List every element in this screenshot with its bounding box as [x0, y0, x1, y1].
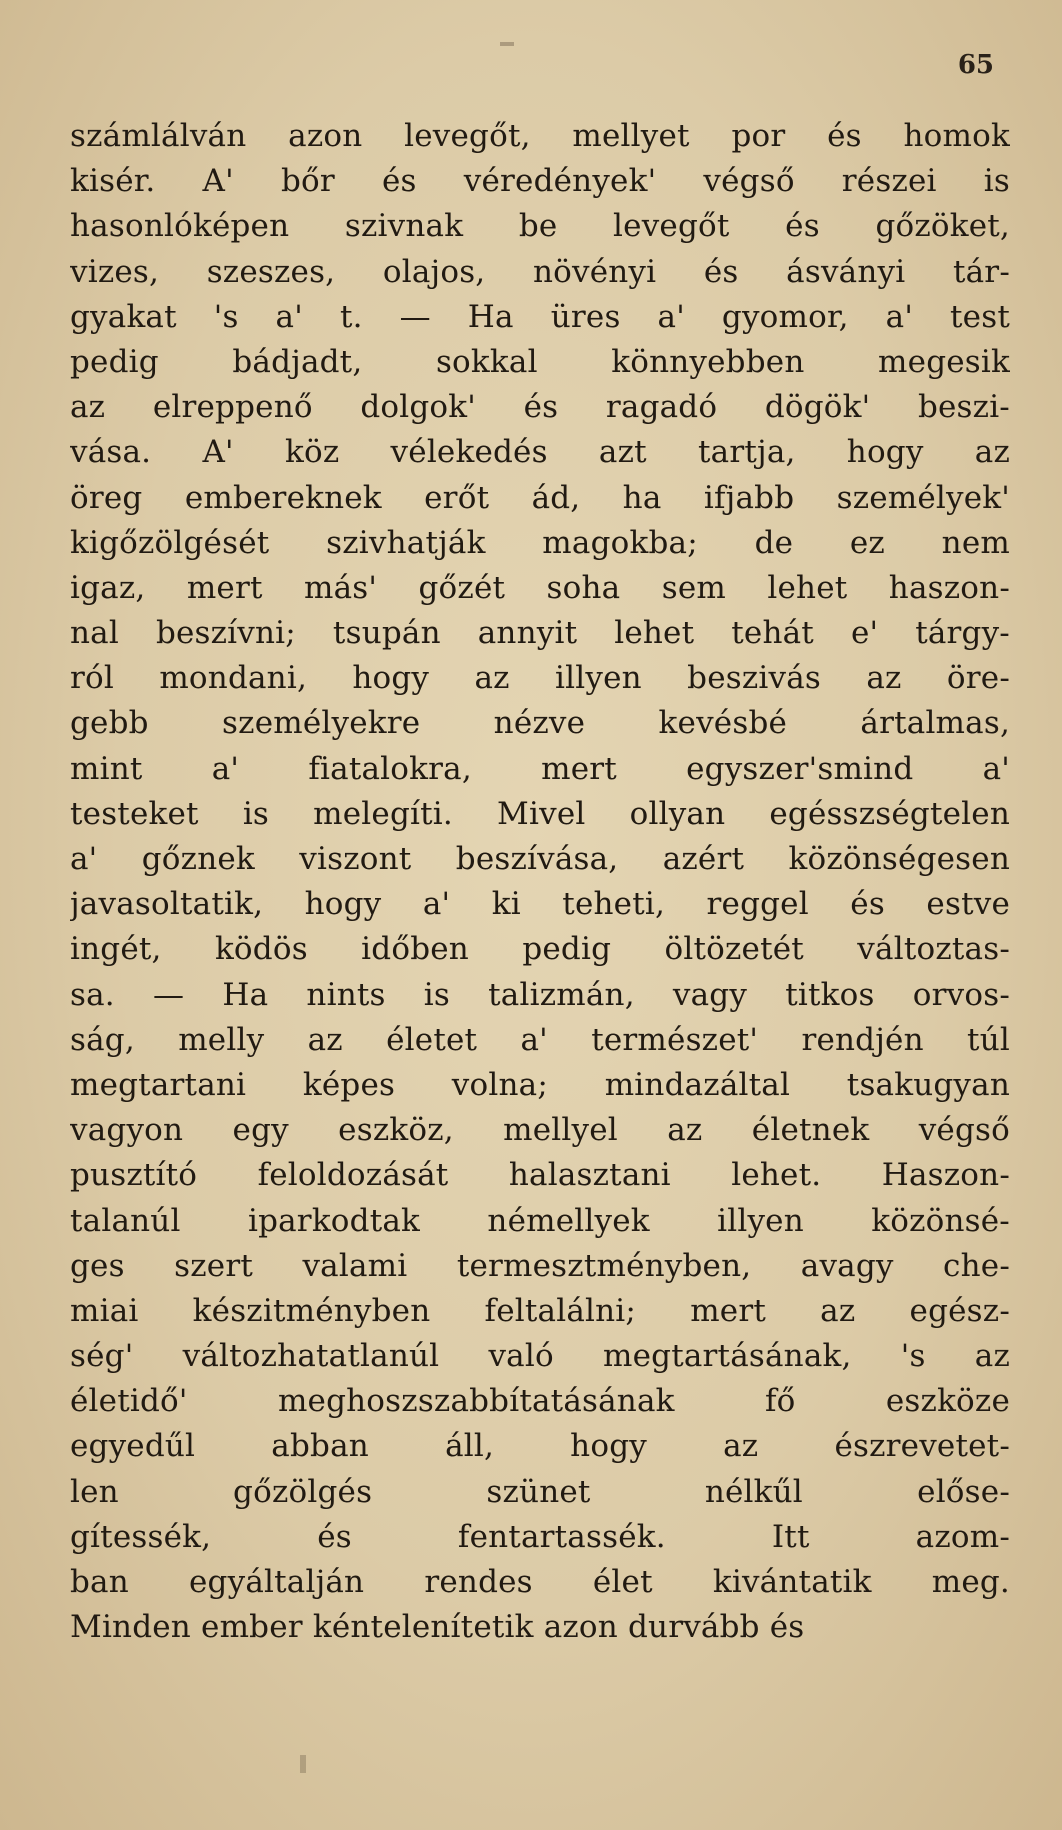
text-line: gyakat 's a' t. — Ha üres a' gyomor, a' test — [70, 298, 1010, 335]
text-line: kisér. A' bőr és véredények' végső részei is — [70, 163, 1010, 200]
text-line: ség' változhatatlanúl való megtartásának, 's az — [70, 1338, 1010, 1375]
text-line: az elreppenő dolgok' és ragadó dögök' beszi- — [70, 389, 1010, 426]
text-line: ság, melly az életet a' természet' rendjén túl — [70, 1021, 1010, 1058]
text-line: igaz, mert más' gőzét soha sem lehet haszon- — [70, 569, 1010, 606]
text-line: megtartani képes volna; mindazáltal tsakugyan — [70, 1066, 1010, 1103]
text-line: vagyon egy eszköz, mellyel az életnek végső — [70, 1112, 1010, 1149]
text-line: vása. A' köz vélekedés azt tartja, hogy az — [70, 434, 1010, 471]
text-line: öreg embereknek erőt ád, ha ifjabb személyek' — [70, 479, 1010, 516]
text-line: vizes, szeszes, olajos, növényi és ásványi tár- — [70, 253, 1010, 290]
print-mark — [500, 42, 514, 46]
text-line: pusztító feloldozását halasztani lehet. Haszon- — [70, 1157, 1010, 1194]
body-text — [70, 114, 1010, 1650]
text-line: miai készitményben feltalálni; mert az egész- — [70, 1292, 1010, 1329]
text-line: ban egyáltalján rendes élet kivántatik meg. — [70, 1564, 1010, 1600]
text-line: gebb személyekre nézve kevésbé ártalmas, — [70, 705, 1010, 742]
text-line: ingét, ködös időben pedig öltözetét változtas- — [70, 931, 1010, 968]
text-line: számlálván azon levegőt, mellyet por és homok — [70, 118, 1010, 154]
page-number: 65 — [957, 50, 994, 80]
text-line: Minden ember kéntelenítetik azon durvább és — [70, 1609, 805, 1646]
text-line: életidő' meghoszszabbítatásának fő eszköze — [70, 1383, 1010, 1420]
text-line: kigőzölgését szivhatják magokba; de ez nem — [70, 524, 1010, 561]
text-line: ról mondani, hogy az illyen beszivás az öre- — [70, 660, 1010, 697]
text-line: pedig bádjadt, sokkal könnyebben megesik — [70, 343, 1010, 380]
text-line: egyedűl abban áll, hogy az észrevetet- — [70, 1428, 1010, 1465]
text-line: testeket is melegíti. Mivel ollyan egésszségtelen — [70, 795, 1010, 832]
text-line: talanúl iparkodtak némellyek illyen közönsé- — [70, 1202, 1010, 1239]
text-line: javasoltatik, hogy a' ki teheti, reggel és estve — [70, 886, 1010, 923]
text-line: hasonlóképen szivnak be levegőt és gőzöket, — [70, 208, 1010, 245]
text-line: nal beszívni; tsupán annyit lehet tehát e' tárgy- — [70, 615, 1010, 652]
text-line: mint a' fiatalokra, mert egyszer'smind a' — [70, 750, 1010, 787]
text-line: gítessék, és fentartassék. Itt azom- — [70, 1518, 1010, 1555]
text-line: len gőzölgés szünet nélkűl előse- — [70, 1473, 1010, 1510]
text-line: a' gőznek viszont beszívása, azért közönségesen — [70, 841, 1010, 877]
text-line: sa. — Ha nints is talizmán, vagy titkos orvos- — [70, 976, 1010, 1013]
ink-smudge — [300, 1755, 306, 1773]
text-line: ges szert valami termesztményben, avagy che- — [70, 1247, 1010, 1284]
